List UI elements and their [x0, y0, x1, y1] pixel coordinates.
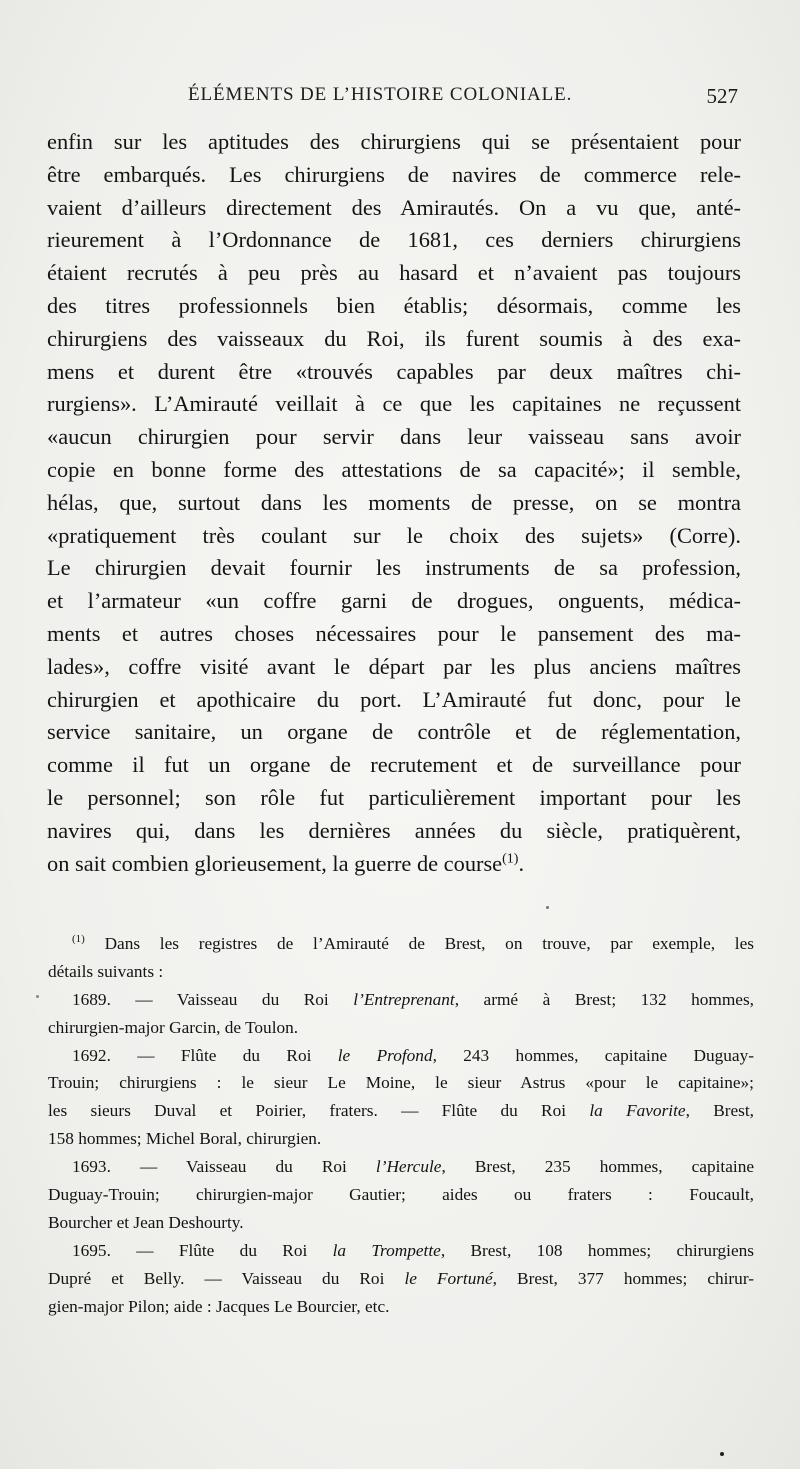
ship-name: le Fortuné — [404, 1268, 493, 1288]
page-header — [48, 84, 738, 114]
footnote-line: Duguay-Trouin; chirurgien-major Gautier; aides ou fraters : Foucault, — [48, 1185, 754, 1205]
running-title: ÉLÉMENTS DE L’HISTOIRE COLONIALE. — [188, 84, 573, 105]
entry-text: , Brest, 235 hommes, capitaine — [441, 1157, 754, 1177]
body-line: comme il fut un organe de recrutement et de surveillance pour — [47, 752, 741, 778]
body-line: «aucun chirurgien pour servir dans leur vaisseau sans avoir — [47, 424, 741, 450]
footnote-reference[interactable]: (1) — [502, 851, 519, 867]
entry-text: 1689. — Vaisseau du Roi — [72, 989, 354, 1009]
paper-speck — [36, 995, 39, 998]
body-paragraph — [47, 126, 741, 880]
body-line: navires qui, dans les dernières années du siècle, pratiquèrent, — [47, 817, 741, 843]
body-line: être embarqués. Les chirurgiens de navires de commerce rele- — [47, 161, 741, 187]
footnote-line: Trouin; chirurgiens : le sieur Le Moine, le sieur Astrus «pour le capitaine»; — [48, 1073, 754, 1093]
entry-text: 1693. — Vaisseau du Roi — [72, 1157, 376, 1177]
body-line: Le chirurgien devait fournir les instruments de sa profession, — [47, 555, 741, 581]
footnote-line: 158 hommes; Michel Boral, chirurgien. — [48, 1129, 322, 1149]
footnote-entry-1695 — [48, 1237, 754, 1265]
ship-name: l’Entreprenant — [353, 989, 455, 1009]
body-line: mens et durent être «trouvés capables par deux maîtres chi- — [47, 358, 741, 384]
body-line: et l’armateur «un coffre garni de drogues, onguents, médica- — [47, 588, 741, 614]
page-number: 527 — [706, 84, 738, 108]
body-line: chirurgien et apothicaire du port. L’Amirauté fut donc, pour le — [47, 686, 741, 712]
entry-text: , 243 hommes, capitaine Duguay- — [432, 1045, 754, 1065]
paper-speck — [546, 906, 549, 909]
footnote-line: Bourcher et Jean Deshourty. — [48, 1212, 244, 1232]
ship-name: l’Hercule — [375, 1157, 442, 1177]
entry-text: , Brest, 377 hommes; chirur- — [492, 1268, 754, 1288]
entry-text: , armé à Brest; 132 hommes, — [454, 989, 754, 1009]
entry-text: 1695. — Flûte du Roi — [72, 1240, 333, 1260]
body-line: copie en bonne forme des attestations de sa capacité»; il semble, — [47, 456, 741, 482]
footnote-intro: Dans les registres de l’Amirauté de Brest, on trouve, par exemple, les — [104, 934, 754, 953]
body-line: des titres professionnels bien établis; désormais, comme les — [47, 292, 741, 318]
footnotes — [48, 930, 754, 1320]
ship-name: la Favorite — [589, 1101, 686, 1121]
body-line: service sanitaire, un organe de contrôle et de réglementation, — [47, 719, 741, 745]
paper-speck — [720, 1452, 724, 1456]
body-line: chirurgiens des vaisseaux du Roi, ils furent soumis à des exa- — [47, 325, 741, 351]
body-last-line-end: . — [518, 850, 525, 876]
entry-text: les sieurs Duval et Poirier, fraters. — Flûte du Roi — [48, 1101, 590, 1121]
footnote-entry-1692 — [48, 1042, 754, 1070]
body-line: vaient d’ailleurs directement des Amirautés. On a vu que, anté- — [47, 194, 741, 220]
footnote-line: chirurgien-major Garcin, de Toulon. — [48, 1017, 299, 1037]
ship-name: le Profond — [337, 1045, 433, 1065]
footnote-line — [48, 1265, 754, 1293]
footnote-line: détails suivants : — [48, 961, 164, 981]
entry-text: 1692. — Flûte du Roi — [72, 1045, 338, 1065]
body-line: rurgiens». L’Amirauté veillait à ce que les capitaines ne reçussent — [47, 391, 741, 417]
body-line: hélas, que, surtout dans les moments de presse, on se montra — [47, 489, 741, 515]
body-line: rieurement à l’Ordonnance de 1681, ces derniers chirurgiens — [47, 227, 741, 253]
body-line: le personnel; son rôle fut particulièrement important pour les — [47, 784, 741, 810]
body-last-line — [47, 848, 741, 881]
footnote-marker: (1) — [72, 933, 85, 946]
body-line: enfin sur les aptitudes des chirurgiens qui se présentaient pour — [47, 129, 741, 154]
entry-text: , Brest, 108 hommes; chirurgiens — [440, 1240, 754, 1260]
body-last-line-text: on sait combien glorieusement, la guerre de course — [47, 850, 503, 876]
entry-text: , Brest, — [685, 1101, 754, 1121]
entry-text: Dupré et Belly. — Vaisseau du Roi — [48, 1268, 405, 1288]
ship-name: la Trompette — [332, 1240, 441, 1260]
footnote-line: gien-major Pilon; aide : Jacques Le Bourcier, etc. — [48, 1296, 390, 1316]
body-line: lades», coffre visité avant le départ par les plus anciens maîtres — [47, 653, 741, 679]
footnote-line — [48, 1097, 754, 1125]
body-line: étaient recrutés à peu près au hasard et n’avaient pas toujours — [47, 260, 741, 286]
body-line: «pratiquement très coulant sur le choix des sujets» (Corre). — [47, 522, 741, 548]
footnote-line — [48, 930, 754, 958]
body-line: ments et autres choses nécessaires pour le pansement des ma- — [47, 620, 741, 646]
footnote-entry-1689 — [48, 986, 754, 1014]
footnote-entry-1693 — [48, 1153, 754, 1181]
